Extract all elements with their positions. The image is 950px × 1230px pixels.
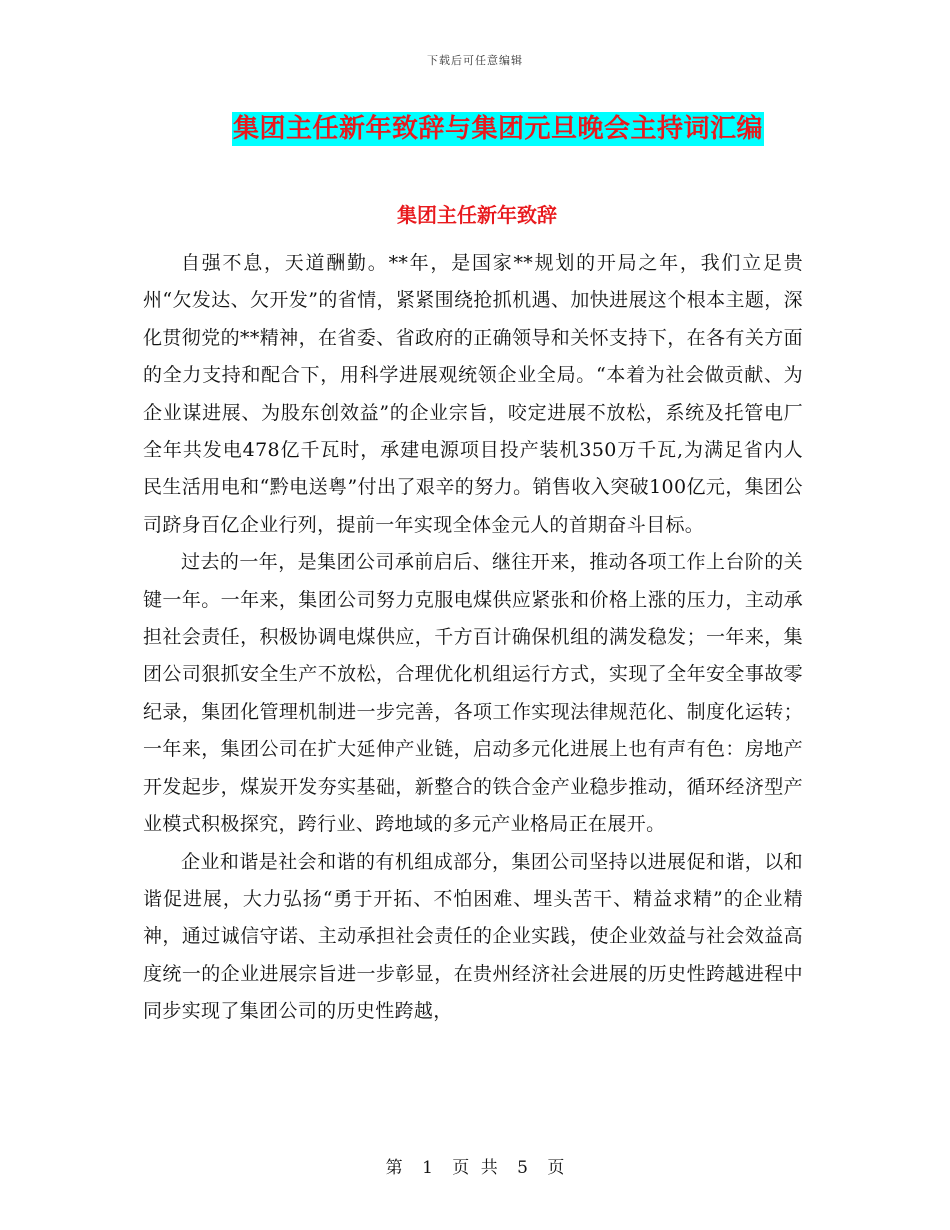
footer-page-number: 1 xyxy=(422,1158,433,1178)
footer-prefix: 第 xyxy=(385,1158,403,1178)
section-heading: 集团主任新年致辞 xyxy=(397,203,557,227)
footer-total-pages: 5 xyxy=(517,1158,528,1178)
page-footer xyxy=(0,1153,950,1178)
footer-suffix: 页 xyxy=(547,1158,565,1178)
document-title-container xyxy=(0,112,950,146)
page-header-note: 下载后可任意编辑 xyxy=(427,54,523,67)
body-paragraph-1: 自强不息，天道酬勤。**年，是国家**规划的开局之年，我们立足贵州“欠发达、欠开发”的省情，紧紧围绕抢抓机遇、加快进展这个根本主题，深化贯彻党的**精神，在省委、省政府的正确领导和关怀支持下，在各有关方面的全力支持和配合下，用科学进展观统领企业全局。“本着为社会做贡献、为企业谋进展、为股东创效益”的企业宗旨，咬定进展不放松，系统及托管电厂全年共发电478亿千瓦时，承建电源项目投产装机350万千瓦,为满足省内人民生活用电和“黔电送粤”付出了艰辛的努力。销售收入突破100亿元，集团公司跻身百亿企业行列，提前一年实现全体金元人的首期奋斗目标。 xyxy=(143,252,803,536)
document-body xyxy=(143,245,803,1031)
body-paragraph-3: 企业和谐是社会和谐的有机组成部分，集团公司坚持以进展促和谐，以和谐促进展，大力弘扬“勇于开拓、不怕困难、埋头苦干、精益求精”的企业精神，通过诚信守诺、主动承担社会责任的企业实践，使企业效益与社会效益高度统一的企业进展宗旨进一步彰显，在贵州经济社会进展的历史性跨越进程中同步实现了集团公司的历史性跨越， xyxy=(143,850,803,1023)
body-paragraph-2: 过去的一年，是集团公司承前启后、继往开来，推动各项工作上台阶的关键一年。一年来，集团公司努力克服电煤供应紧张和价格上涨的压力，主动承担社会责任，积极协调电煤供应，千方百计确保机组的满发稳发；一年来，集团公司狠抓安全生产不放松，合理优化机组运行方式，实现了全年安全事故零纪录，集团化管理机制进一步完善，各项工作实现法律规范化、制度化运转；一年来，集团公司在扩大延伸产业链，启动多元化进展上也有声有色：房地产开发起步，煤炭开发夯实基础，新整合的铁合金产业稳步推动，循环经济型产业模式积极探究，跨行业、跨地域的多元产业格局正在展开。 xyxy=(143,551,803,836)
footer-mid: 页 共 xyxy=(452,1158,498,1178)
document-title: 集团主任新年致辞与集团元旦晚会主持词汇编 xyxy=(232,114,763,144)
